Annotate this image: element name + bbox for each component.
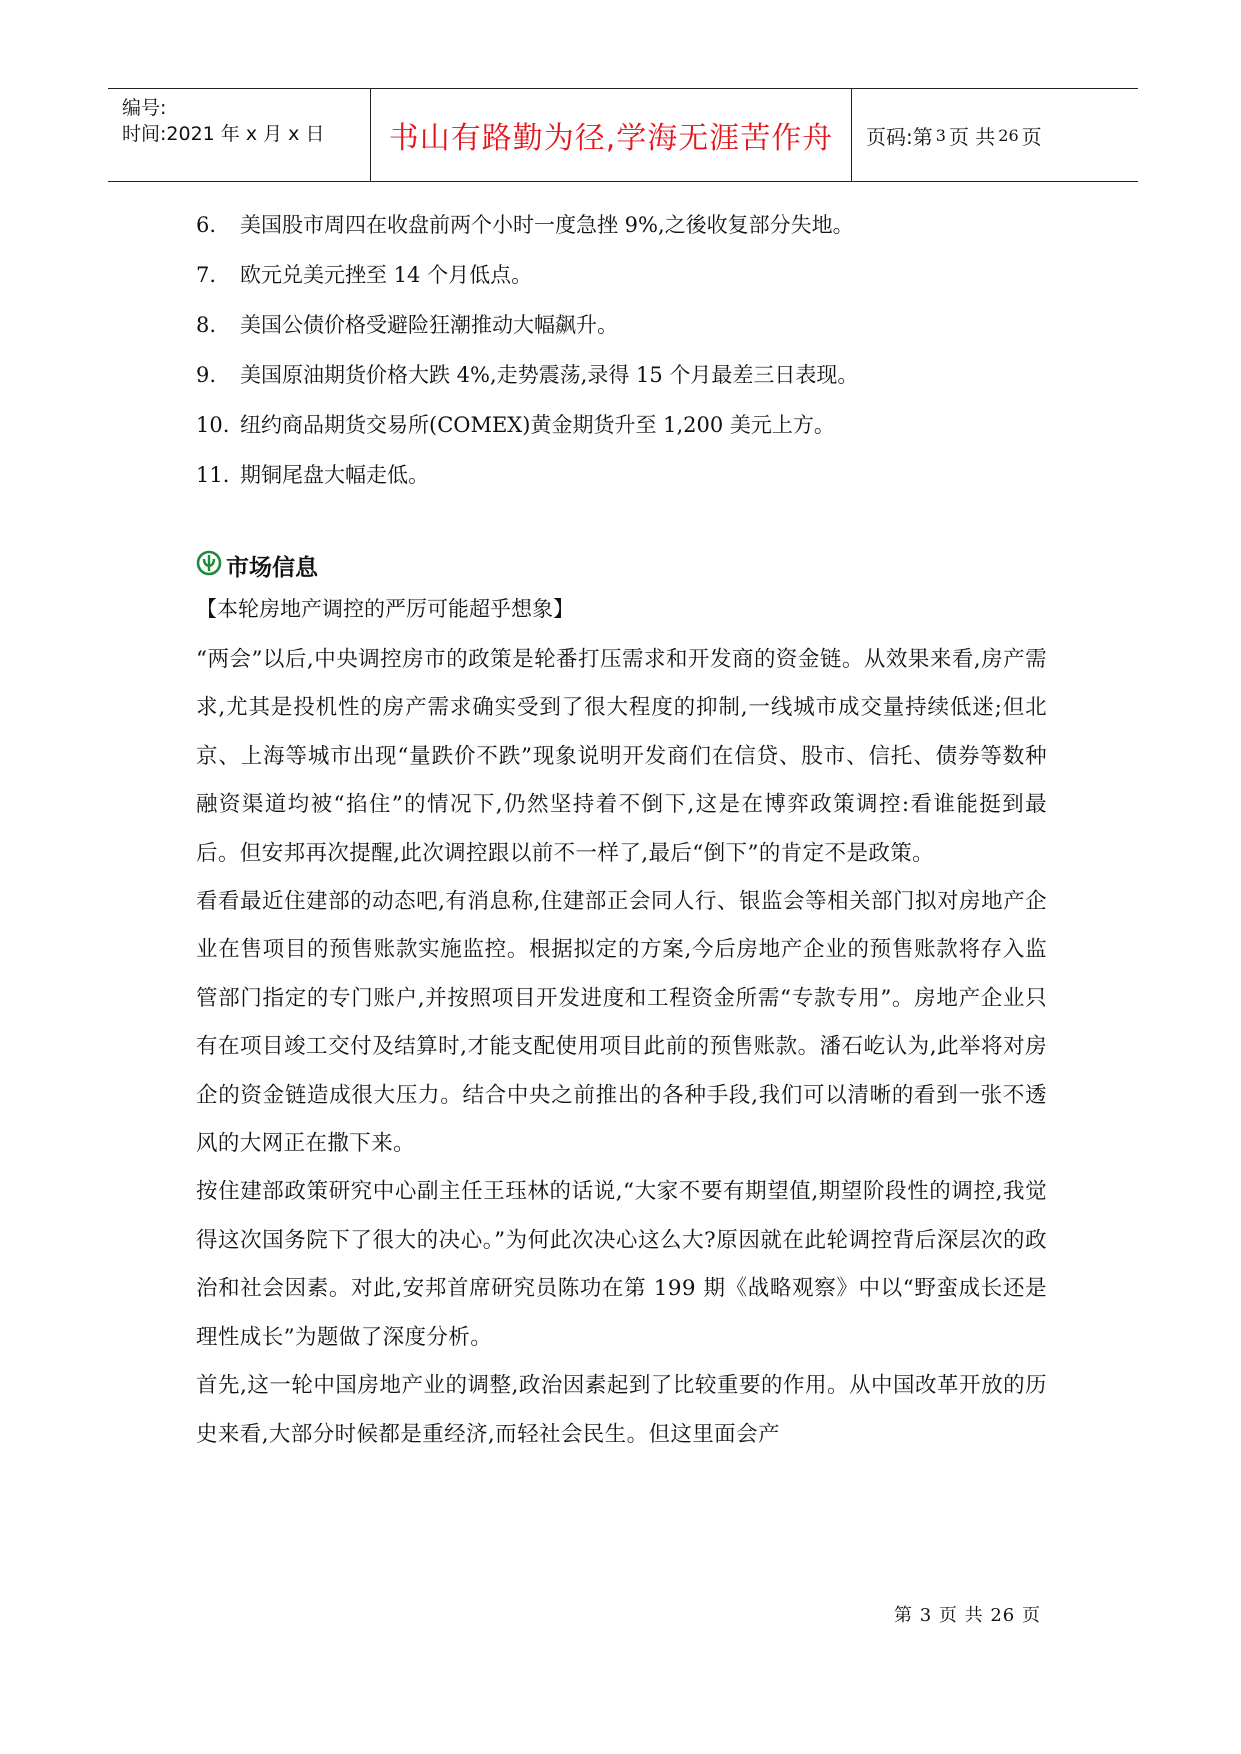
header-page-info xyxy=(852,89,1138,181)
section-title: 市场信息 xyxy=(226,554,318,581)
page-total: 26 xyxy=(998,125,1019,145)
section-heading xyxy=(196,548,318,582)
list-item xyxy=(196,256,1096,306)
wheat-coin-logo-icon xyxy=(196,550,222,580)
list-item xyxy=(196,406,1096,456)
document-header xyxy=(108,88,1138,182)
list-item xyxy=(196,456,1096,506)
article-paragraph: 首先,这一轮中国房地产业的调整,政治因素起到了比较重要的作用。从中国改革开放的历史来看,大部分时候都是重经济,而轻社会民生。但这里面会产 xyxy=(196,1373,1047,1447)
header-motto: 书山有路勤为径,学海无涯苦作舟 xyxy=(371,89,852,181)
article-body xyxy=(196,636,1047,1459)
page-current: 3 xyxy=(935,125,946,145)
list-item xyxy=(196,356,1096,406)
article-paragraph: 按住建部政策研究中心副主任王珏林的话说,“大家不要有期望值,期望阶段性的调控,我觉得这次国务院下了很大的决心。”为何此次决心这么大?原因就在此轮调控背后深层次的政治和社会因素。对此,安邦首席研究员陈功在第 199 期《战略观察》中以“野蛮成长还是理性成长”为题做了深度分析。 xyxy=(196,1179,1047,1350)
header-meta-cell xyxy=(108,89,371,181)
list-item-number: 10. xyxy=(196,413,230,437)
list-item-number: 7. xyxy=(196,263,217,287)
article-title: 【本轮房地产调控的严厉可能超乎想象】 xyxy=(196,597,574,621)
list-item-text: 美国原油期货价格大跌 4%,走势震荡,录得 15 个月最差三日表现。 xyxy=(240,363,859,387)
list-item-text: 美国公债价格受避险狂潮推动大幅飙升。 xyxy=(240,313,618,337)
list-item xyxy=(196,206,1096,256)
time-label: 时间:2021 年 x 月 x 日 xyxy=(122,123,325,145)
list-item-text: 美国股市周四在收盘前两个小时一度急挫 9%,之後收复部分失地。 xyxy=(240,213,854,237)
list-item-number: 8. xyxy=(196,313,217,337)
page-suffix: 页 xyxy=(1021,124,1042,149)
page-mid: 页 共 xyxy=(948,124,996,149)
serial-label: 编号: xyxy=(122,97,167,119)
list-item-text: 欧元兑美元挫至 14 个月低点。 xyxy=(240,263,533,287)
article-paragraph: 看看最近住建部的动态吧,有消息称,住建部正会同人行、银监会等相关部门拟对房地产企业在售项目的预售账款实施监控。根据拟定的方案,今后房地产企业的预售账款将存入监管部门指定的专门账户,并按照项目开发进度和工程资金所需“专款专用”。房地产企业只有在项目竣工交付及结算时,才能支配使用项目此前的预售账款。潘石屹认为,此举将对房企的资金链造成很大压力。结合中央之前推出的各种手段,我们可以清晰的看到一张不透风的大网正在撒下来。 xyxy=(196,889,1047,1157)
list-item-number: 6. xyxy=(196,213,217,237)
page-footer: 第 3 页 共 26 页 xyxy=(894,1605,1041,1626)
article-paragraph: “两会”以后,中央调控房市的政策是轮番打压需求和开发商的资金链。从效果来看,房产需求,尤其是投机性的房产需求确实受到了很大程度的抑制,一线城市成交量持续低迷;但北京、上海等城市出现“量跌价不跌”现象说明开发商们在信贷、股市、信托、债券等数种融资渠道均被“掐住”的情况下,仍然坚持着不倒下,这是在博弈政策调控:看谁能挺到最后。但安邦再次提醒,此次调控跟以前不一样了,最后“倒下”的肯定不是政策。 xyxy=(196,647,1047,866)
list-item-number: 9. xyxy=(196,363,217,387)
list-item-number: 11. xyxy=(196,463,230,487)
list-item-text: 期铜尾盘大幅走低。 xyxy=(240,463,429,487)
list-item xyxy=(196,306,1096,356)
list-item-text: 纽约商品期货交易所(COMEX)黄金期货升至 1,200 美元上方。 xyxy=(240,413,835,437)
news-list xyxy=(196,206,1096,506)
page-prefix: 页码:第 xyxy=(866,124,933,149)
